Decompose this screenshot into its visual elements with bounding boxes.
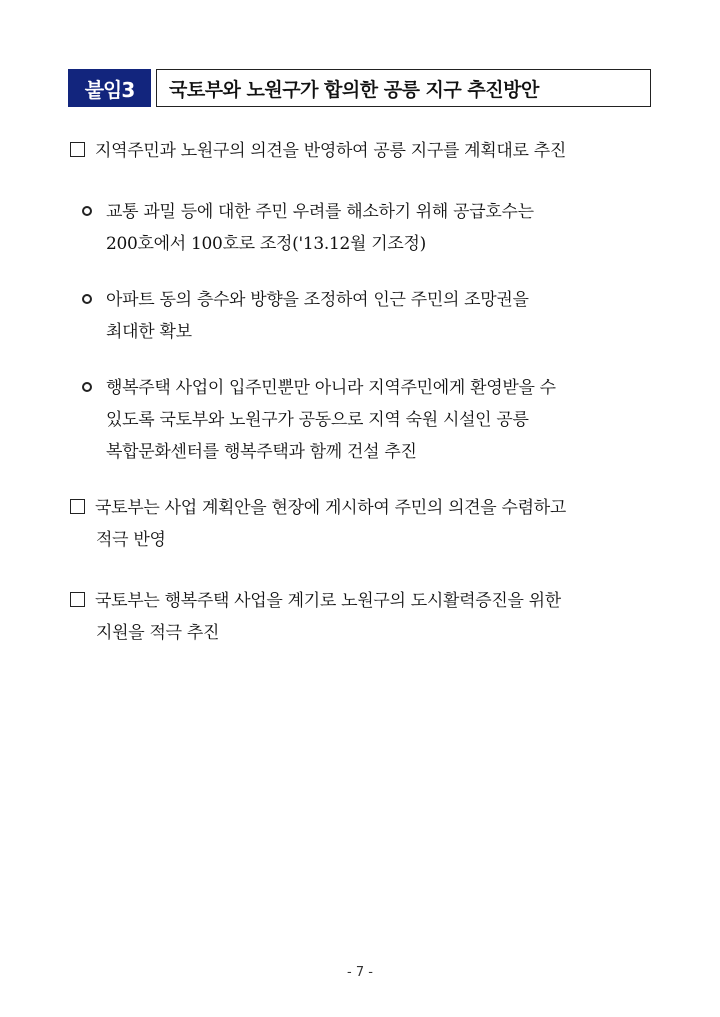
item-line: 적극 반영	[96, 530, 166, 550]
bullet-item	[82, 196, 534, 260]
item-line: 200호에서 100호로 조정('13.12월 기조정)	[106, 234, 426, 254]
item-line: 행복주택 사업이 입주민뿐만 아니라 지역주민에게 환영받을 수	[82, 372, 556, 404]
section-item	[70, 585, 561, 649]
circle-bullet-icon	[82, 294, 92, 304]
appendix-header	[68, 69, 651, 107]
square-bullet-icon	[70, 499, 85, 514]
appendix-tag: 붙임3	[68, 69, 151, 107]
circle-bullet-icon	[82, 382, 92, 392]
item-line: 아파트 동의 층수와 방향을 조정하여 인근 주민의 조망권을	[82, 284, 529, 316]
bullet-item	[82, 284, 529, 348]
item-line: 지원을 적극 추진	[96, 623, 220, 643]
bullet-item	[82, 372, 556, 468]
section-item	[70, 135, 566, 167]
page-number: - 7 -	[347, 965, 373, 980]
circle-bullet-icon	[82, 206, 92, 216]
item-line: 교통 과밀 등에 대한 주민 우려를 해소하기 위해 공급호수는	[82, 196, 534, 228]
item-line: 국토부는 행복주택 사업을 계기로 노원구의 도시활력증진을 위한	[70, 585, 561, 617]
item-line: 최대한 확보	[106, 322, 192, 342]
square-bullet-icon	[70, 142, 85, 157]
section-item	[70, 492, 566, 556]
item-line: 국토부는 사업 계획안을 현장에 게시하여 주민의 의견을 수렴하고	[70, 492, 566, 524]
appendix-title: 국토부와 노원구가 합의한 공릉 지구 추진방안	[156, 69, 651, 107]
item-line: 있도록 국토부와 노원구가 공동으로 지역 숙원 시설인 공릉	[106, 410, 529, 430]
square-bullet-icon	[70, 592, 85, 607]
item-line: 지역주민과 노원구의 의견을 반영하여 공릉 지구를 계획대로 추진	[70, 135, 566, 167]
item-line: 복합문화센터를 행복주택과 함께 건설 추진	[106, 442, 417, 462]
